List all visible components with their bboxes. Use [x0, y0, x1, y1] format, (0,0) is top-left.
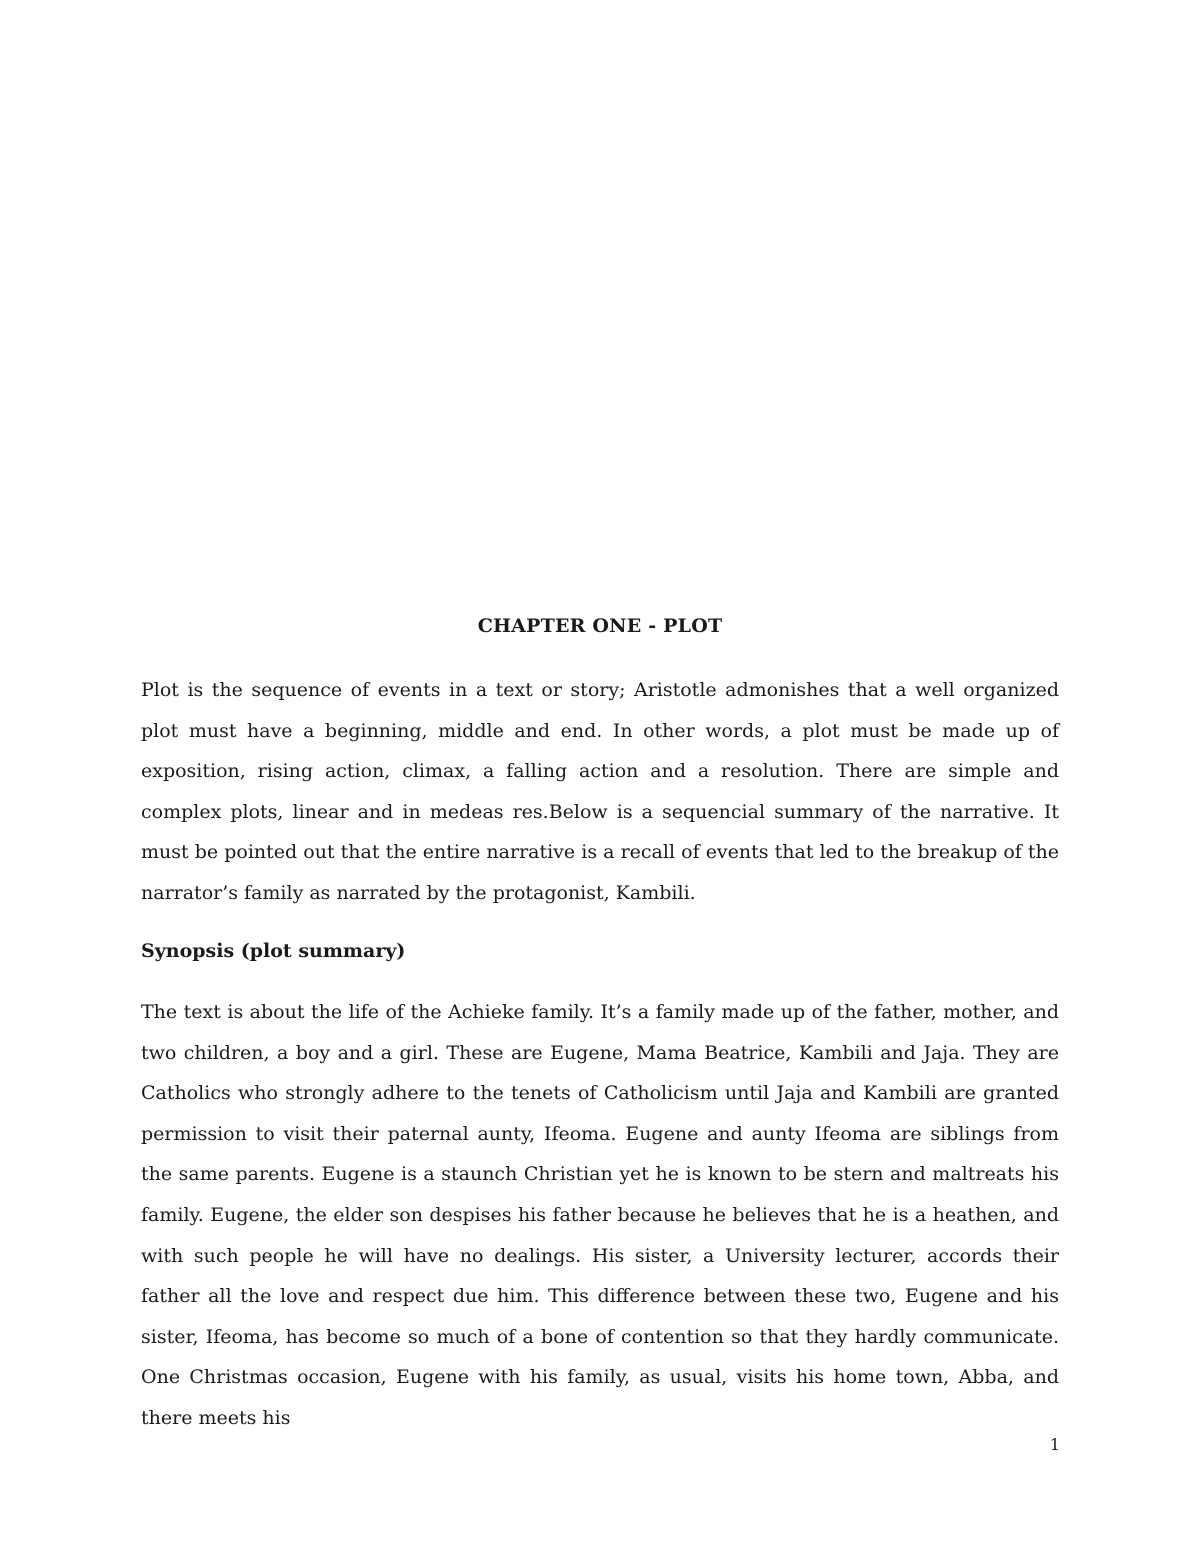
page-number: 1 [1049, 1435, 1060, 1454]
synopsis-heading: Synopsis (plot summary) [141, 940, 406, 962]
intro-paragraph: Plot is the sequence of events in a text or story; Aristotle admonishes that a well organized plot must have a beginning, middle and end. In other words, a plot must be made up of exposition, rising action, climax, a falling action and a resolution. There are simple and complex plots, linear and in medeas res.Below is a sequencial summary of the narrative. It must be pointed out that the entire narrative is a recall of events that led to the breakup of the narrator’s family as narrated by the protagonist, Kambili. [141, 679, 1059, 904]
synopsis-paragraph: The text is about the life of the Achieke family. It’s a family made up of the father, mother, and two children, a boy and a girl. These are Eugene, Mama Beatrice, Kambili and Jaja. They are Catholics who strongly adhere to the tenets of Catholicism until Jaja and Kambili are granted permission to visit their paternal aunty, Ifeoma. Eugene and aunty Ifeoma are siblings from the same parents. Eugene is a staunch Christian yet he is known to be stern and maltreats his family. Eugene, the elder son despises his father because he believes that he is a heathen, and with such people he will have no dealings. His sister, a University lecturer, accords their father all the love and respect due him. This difference between these two, Eugene and his sister, Ifeoma, has become so much of a bone of contention so that they hardly communicate. One Christmas occasion, Eugene with his family, as usual, visits his home town, Abba, and there meets his [141, 1001, 1059, 1429]
chapter-title: CHAPTER ONE - PLOT [477, 615, 723, 637]
